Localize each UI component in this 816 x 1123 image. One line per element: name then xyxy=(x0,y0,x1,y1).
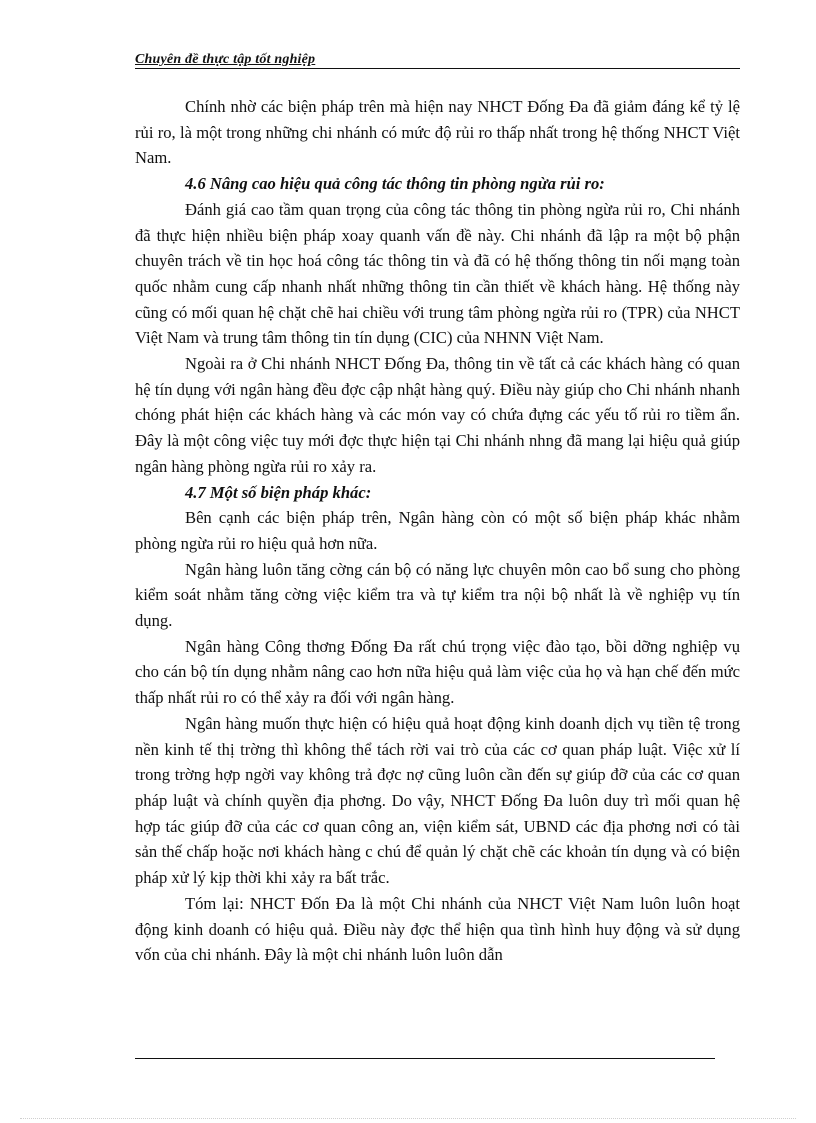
paragraph-staff: Ngân hàng luôn tăng cờng cán bộ có năng lực chuyên môn cao bổ sung cho phòng kiểm soát nhằm tăng cờng việc kiểm tra và tự kiểm tra nội bộ nhất là về nghiệp vụ tín dụng. xyxy=(135,559,740,631)
page-edge-divider xyxy=(20,1118,796,1119)
paragraph-training: Ngân hàng Công thơng Đống Đa rất chú trọng việc đào tạo, bồi dỡng nghiệp vụ cho cán bộ tín dụng nhằm nâng cao hơn nữa hiệu quả làm việc của họ và hạn chế đến mức thấp nhất rủi ro có thể xảy ra đối với ngân hàng. xyxy=(135,636,740,708)
footer-rule xyxy=(135,1058,715,1059)
paragraph-intro: Chính nhờ các biện pháp trên mà hiện nay NHCT Đống Đa đã giảm đáng kể tỷ lệ rủi ro, là một trong những chi nhánh có mức độ rủi ro thấp nhất trong hệ thống NHCT Việt Nam. xyxy=(135,97,740,168)
section-heading-4-7: 4.7 Một số biện pháp khác: xyxy=(185,482,372,502)
header-title: Chuyên đề thực tập tốt nghiệp xyxy=(135,52,316,67)
paragraph-other-measures: Bên cạnh các biện pháp trên, Ngân hàng còn có một số biện pháp khác nhằm phòng ngừa rủi ro hiệu quả hơn nữa. xyxy=(135,508,740,553)
page-header xyxy=(135,50,740,69)
paragraph-customer-info: Ngoài ra ở Chi nhánh NHCT Đống Đa, thông tin về tất cả các khách hàng có quan hệ tín dụng với ngân hàng đều đợc cập nhật hàng quý. Điều này giúp cho Chi nhánh nhanh chóng phát hiện các khách hàng và các món vay có chứa đựng các yếu tố rủi ro tiềm ẩn. Đây là một công việc tuy mới đợc thực hiện tại Chi nhánh nhng đã mang lại hiệu quả giúp ngân hàng phòng ngừa rủi ro xảy ra. xyxy=(135,354,740,476)
paragraph-summary: Tóm lại: NHCT Đốn Đa là một Chi nhánh của NHCT Việt Nam luôn luôn hoạt động kinh doanh có hiệu quả. Điều này đợc thể hiện qua tình hình huy động và sử dụng vốn của chi nhánh. Đây là một chi nhánh luôn luôn dẫn xyxy=(135,893,740,965)
document-body xyxy=(135,94,740,968)
section-heading-4-6: 4.6 Nâng cao hiệu quả công tác thông tin phòng ngừa rủi ro: xyxy=(185,174,605,194)
paragraph-info-system: Đánh giá cao tầm quan trọng của công tác thông tin phòng ngừa rủi ro, Chi nhánh đã thực hiện nhiều biện pháp xoay quanh vấn đề này. Chi nhánh đã lập ra một bộ phận chuyên trách về tin học hoá công tác thông tin và đã có hệ thống thông tin nối mạng toàn quốc nhằm cung cấp nhanh nhất những thông tin cần thiết về khách hàng. Hệ thống này cũng có mối quan hệ chặt chẽ hai chiều với trung tâm phòng ngừa rủi ro (TPR) của NHCT Việt Nam và trung tâm thông tin tín dụng (CIC) của NHNN Việt Nam. xyxy=(135,199,740,348)
paragraph-legal: Ngân hàng muốn thực hiện có hiệu quả hoạt động kinh doanh dịch vụ tiền tệ trong nền kinh tế thị trờng thì không thể tách rời vai trò của các cơ quan pháp luật. Việc xử lí trong trờng hợp ngời vay không trả đợc nợ cũng luôn cần đến sự giúp đỡ của các cơ quan pháp luật và chính quyền địa phơng. Do vậy, NHCT Đống Đa luôn duy trì mối quan hệ hợp tác giúp đỡ của các cơ quan công an, viện kiểm sát, UBND các địa phơng nơi có tài sản thế chấp hoặc nơi khách hàng c chú để quản lý chặt chẽ các khoản tín dụng và có biện pháp xử lý kịp thời khi xảy ra bất trắc. xyxy=(135,713,740,888)
